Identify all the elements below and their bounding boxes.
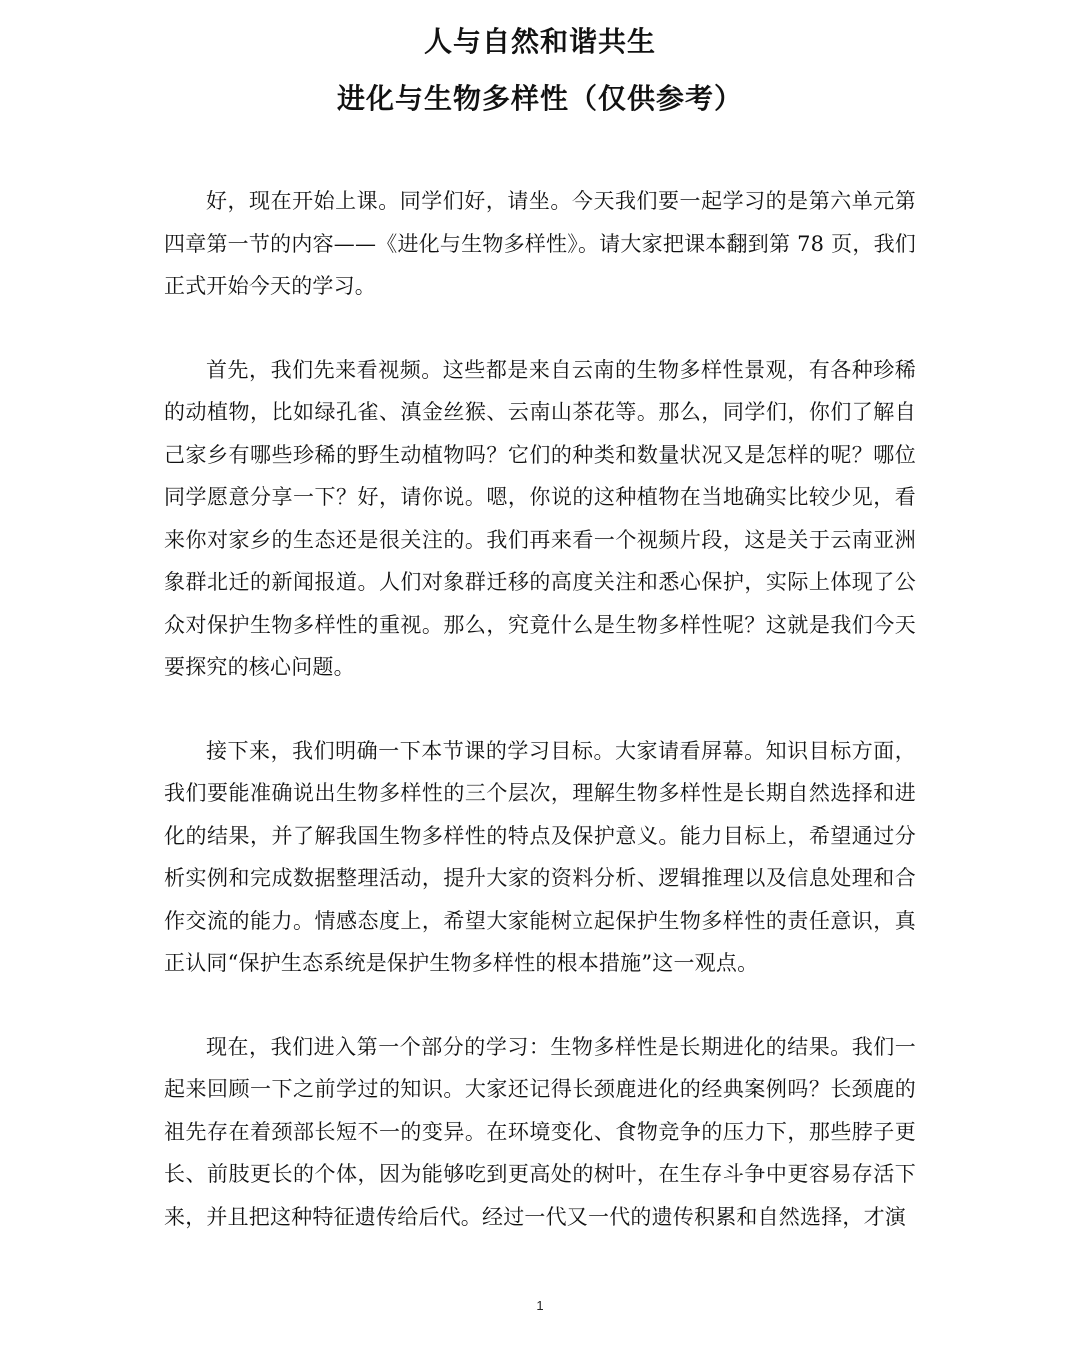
paragraph-2: 首先，我们先来看视频。这些都是来自云南的生物多样性景观，有各种珍稀的动植物，比如绿孔雀、滇金丝猴、云南山茶花等。那么，同学们，你们了解自己家乡有哪些珍稀的野生动植物吗？它们的种类和数量状况又是怎样的呢？哪位同学愿意分享一下？好，请你说。嗯，你说的这种植物在当地确实比较少见，看来你对家乡的生态还是很关注的。我们再来看一个视频片段，这是关于云南亚洲象群北迁的新闻报道。人们对象群迁移的高度关注和悉心保护，实际上体现了公众对保护生物多样性的重视。那么，究竟什么是生物多样性呢？这就是我们今天要探究的核心问题。	[164, 357, 916, 679]
document-body	[164, 180, 916, 1279]
paragraph-1: 好，现在开始上课。同学们好，请坐。今天我们要一起学习的是第六单元第四章第一节的内容——《进化与生物多样性》。请大家把课本翻到第 78 页，我们正式开始今天的学习。	[164, 189, 916, 298]
paragraph-3: 接下来，我们明确一下本节课的学习目标。大家请看屏幕。知识目标方面，我们要能准确说出生物多样性的三个层次，理解生物多样性是长期自然选择和进化的结果，并了解我国生物多样性的特点及保护意义。能力目标上，希望通过分析实例和完成数据整理活动，提升大家的资料分析、逻辑推理以及信息处理和合作交流的能力。情感态度上，希望大家能树立起保护生物多样性的责任意识，真正认同“保护生态系统是保护生物多样性的根本措施”这一观点。	[164, 738, 916, 975]
page-subtitle: 进化与生物多样性（仅供参考）	[336, 82, 743, 115]
page-number: 1	[536, 1298, 544, 1313]
page-title: 人与自然和谐共生	[423, 25, 656, 58]
paragraph-4: 现在，我们进入第一个部分的学习：生物多样性是长期进化的结果。我们一起来回顾一下之前学过的知识。大家还记得长颈鹿进化的经典案例吗？长颈鹿的祖先存在着颈部长短不一的变异。在环境变化、食物竞争的压力下，那些脖子更长、前肢更长的个体，因为能够吃到更高处的树叶，在生存斗争中更容易存活下来，并且把这种特征遗传给后代。经过一代又一代的遗传积累和自然选择，才演	[164, 1034, 916, 1229]
